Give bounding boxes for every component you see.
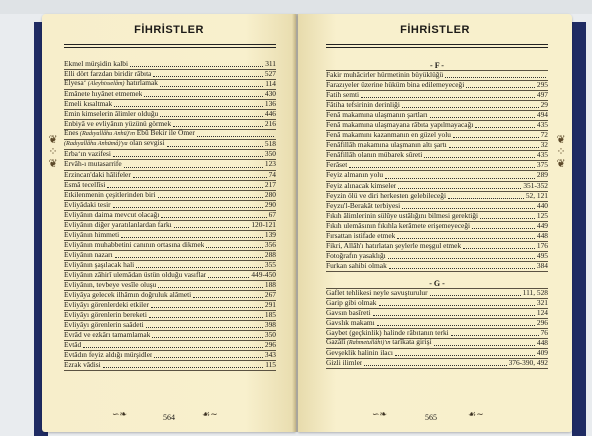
leader-dots xyxy=(114,106,263,107)
entry-title: Fakir muhâcirler hürmetinin büyüklüğü xyxy=(326,70,444,79)
entry-page-number: 176 xyxy=(536,240,548,250)
left-index-list xyxy=(64,60,276,371)
entry-page-number: 311 xyxy=(265,59,276,68)
left-page-number: 564 xyxy=(163,413,175,422)
entry-title: Fenâ makamına ulaşmayana râbıta yapılmayacağı xyxy=(326,120,474,130)
leader-dots xyxy=(424,157,535,158)
entry-title: Fenâ makamına ulaşmanın şartları xyxy=(326,110,428,120)
fleur-ornament-icon: ❦ ⁘ ❦ xyxy=(556,134,566,170)
leader-dots xyxy=(115,257,263,258)
leader-dots xyxy=(146,327,263,328)
entry-honorific: (Radıyallâhu Anhümâ)'ya xyxy=(64,140,128,148)
entry-title: Esmâ tecellîsi xyxy=(64,179,106,189)
entry-title: (Radıyallâhu Anhümâ)'ya olan sevgisi xyxy=(64,138,165,148)
section-g-entries xyxy=(326,289,548,369)
leader-dots xyxy=(208,277,249,278)
book-background-top xyxy=(0,0,592,14)
entry-title: Fatih semti xyxy=(326,90,360,100)
entry-title: Evliyânın diğer yaratılanlardan farkı xyxy=(64,219,172,229)
entry-title: Fenâfillâh makamına ulaşmanın altı şartı xyxy=(326,140,447,150)
right-page-header: FİHRİSTLER xyxy=(400,24,470,36)
leader-dots xyxy=(193,297,263,298)
entry-title: Elli dört farzdan biridir râbıta xyxy=(64,69,152,79)
entry-title: Fikri, Allâh'ı hatırlatan şeylerle meşgul etmek xyxy=(326,240,462,250)
leader-dots xyxy=(434,345,535,346)
entry-page-number: 356 xyxy=(264,239,276,249)
entry-title: Gavsın basîreti xyxy=(326,308,371,318)
swirl-ornament-icon: ∽❧ xyxy=(372,409,388,419)
leader-dots xyxy=(373,315,535,316)
index-entry xyxy=(326,359,548,369)
entry-page-number: 267 xyxy=(264,290,276,300)
entry-title: Evtâd xyxy=(64,340,82,350)
entry-page-number: 125 xyxy=(536,210,548,220)
entry-title: Elyesa‘ (Aleyhisselâm) hatırlamak xyxy=(64,78,158,88)
entry-page-number: 375 xyxy=(536,160,548,170)
entry-page-number: 289 xyxy=(536,170,548,180)
left-page-header: FİHRİSTLER xyxy=(134,24,204,36)
index-entry xyxy=(64,331,276,341)
entry-title: Feyiz almanın yolu xyxy=(326,170,384,180)
entry-title: Gazâlî (Rahmetullâhi)'ın tarîkata girişi xyxy=(326,337,432,347)
leader-dots xyxy=(430,117,535,118)
entry-page-number: 139 xyxy=(264,229,276,239)
entry-page-number: 440 xyxy=(536,200,548,210)
index-entry xyxy=(326,81,548,91)
leader-dots xyxy=(103,367,263,368)
entry-page-number: 497 xyxy=(536,90,548,100)
leader-dots xyxy=(389,268,535,269)
entry-page-number: 351-352 xyxy=(523,180,548,190)
header-rule xyxy=(326,44,548,45)
entry-page-number: 350 xyxy=(264,330,276,340)
book-cover-right-edge xyxy=(572,22,586,436)
entry-page-number: 115 xyxy=(265,360,276,370)
leader-dots xyxy=(151,307,263,308)
entry-page-number: 136 xyxy=(264,99,276,109)
leader-dots xyxy=(161,217,266,218)
entry-title: Evliyâyı görenlerin bereketi xyxy=(64,310,147,320)
entry-title: Evliyânın, tevbeye vesîle oluşu xyxy=(64,280,157,290)
swirl-ornament-icon: ∽❧ xyxy=(112,409,128,419)
swirl-ornament-icon: ☙∼ xyxy=(202,409,218,419)
entry-page-number: 446 xyxy=(264,109,276,119)
header-rule xyxy=(64,44,276,45)
leader-dots xyxy=(136,267,263,268)
entry-page-number: 185 xyxy=(264,310,276,320)
index-entry xyxy=(64,361,276,371)
leader-dots xyxy=(349,167,535,168)
entry-title: Evliyâyı görenlerin saâdeti xyxy=(64,320,144,330)
leader-dots xyxy=(154,357,262,358)
index-entry xyxy=(326,262,548,272)
leader-dots xyxy=(395,355,535,356)
leader-dots xyxy=(480,218,535,219)
leader-dots xyxy=(445,77,546,78)
entry-page-number: 296 xyxy=(536,318,548,328)
entry-page-number: 495 xyxy=(536,250,548,260)
leader-dots xyxy=(197,136,274,137)
entry-title: Garip gibi olmak xyxy=(326,297,377,307)
entry-page-number: 321 xyxy=(536,297,548,307)
entry-page-number: 435 xyxy=(536,150,548,160)
entry-page-number: 72 xyxy=(540,130,548,140)
header-rule xyxy=(64,47,276,48)
leader-dots xyxy=(361,97,535,98)
leader-dots xyxy=(402,208,535,209)
leader-dots xyxy=(124,167,263,168)
entry-page-number: 188 xyxy=(264,280,276,290)
entry-page-number: 448 xyxy=(536,230,548,240)
entry-title: Evliyânın daima mevcut olacağı xyxy=(64,209,160,219)
leader-dots xyxy=(174,227,250,228)
entry-page-number: 384 xyxy=(536,260,548,270)
leader-dots xyxy=(167,146,263,147)
leader-dots xyxy=(160,86,263,87)
entry-title: Feyiz alınacak kimseler xyxy=(326,180,397,190)
right-page-number: 565 xyxy=(425,413,437,422)
entry-title: Fenâ makamını kazanmanın en güzel yolu xyxy=(326,130,451,140)
entry-page-number: 52, 121 xyxy=(525,190,548,200)
entry-title: Evliyânın zâhirî ulemâdan üstün olduğu vasıflar xyxy=(64,269,207,279)
leader-dots xyxy=(152,337,263,338)
entry-page-number: 494 xyxy=(536,110,548,120)
swirl-ornament-icon: ☙∼ xyxy=(468,409,484,419)
entry-title: Evliyânın şaşılacak hali xyxy=(64,259,135,269)
entry-title: Fıkıh ulemâsının fıkıhla kerâmete erişemeyeceği xyxy=(326,220,471,230)
leader-dots xyxy=(377,325,535,326)
leader-dots xyxy=(83,347,263,348)
leader-dots xyxy=(453,137,539,138)
entry-page-number: 518 xyxy=(264,139,276,149)
entry-page-number: 295 xyxy=(536,80,548,90)
entry-page-number: 288 xyxy=(264,249,276,259)
leader-dots xyxy=(158,287,263,288)
entry-title: Evliyânın muhabbetini canının ortasına dikmek xyxy=(64,239,205,249)
leader-dots xyxy=(173,126,263,127)
fleur-ornament-icon: ❦ ⁘ ❦ xyxy=(48,134,58,170)
entry-title: Feyzin ölü ve diri herkesten gelebileceği xyxy=(326,190,447,200)
entry-page-number: 74 xyxy=(268,169,276,179)
entry-title: Emeli kısaltmak xyxy=(64,99,113,109)
entry-page-number: 430 xyxy=(264,89,276,99)
leader-dots xyxy=(385,178,535,179)
header-rule xyxy=(326,47,548,48)
leader-dots xyxy=(206,247,263,248)
entry-page-number: 111, 528 xyxy=(522,287,548,297)
entry-page-number: 67 xyxy=(268,209,276,219)
entry-page-number: 398 xyxy=(264,320,276,330)
entry-title: Etkilenmenin çeşitlerinden biri xyxy=(64,189,156,199)
leader-dots xyxy=(448,198,524,199)
entry-page-number: 409 xyxy=(536,348,548,358)
leader-dots xyxy=(449,147,539,148)
entry-page-number: 448 xyxy=(536,338,548,348)
entry-page-number: 114 xyxy=(265,79,276,89)
entry-title: Evliyânın nazarı xyxy=(64,249,113,259)
leader-dots xyxy=(397,238,535,239)
leader-dots xyxy=(160,116,263,117)
section-heading-g: - G - xyxy=(326,278,548,289)
entry-title: Gaflet tehlikesi neyle savuşturulur xyxy=(326,287,428,297)
entry-honorific: (Radıyallâhu Anhü)'ın xyxy=(78,130,135,138)
leader-dots xyxy=(451,335,539,336)
entry-page-number: 350 xyxy=(264,149,276,159)
leader-dots xyxy=(364,365,506,366)
entry-title: Fırsattan istifade etmek xyxy=(326,230,396,240)
entry-page-number: 291 xyxy=(264,300,276,310)
entry-honorific: (Rahmetullâhi)'ın xyxy=(345,339,391,347)
leader-dots xyxy=(463,248,535,249)
entry-title: Gaybet (geçkinlik) halinde râbıtanın terki xyxy=(326,328,449,338)
entry-page-number: 124 xyxy=(536,308,548,318)
entry-title: Feyzu'l-Berakât terbiyesi xyxy=(326,200,401,210)
section-heading-f: - F - xyxy=(326,60,548,71)
leader-dots xyxy=(430,295,521,296)
entry-page-number: 216 xyxy=(264,119,276,129)
entry-title: Evliyâdaki tesir xyxy=(64,199,111,209)
leader-dots xyxy=(113,156,263,157)
leader-dots xyxy=(144,96,263,97)
entry-title: Fâtiha tefsirinin derinliği xyxy=(326,100,400,110)
entry-page-number: 449 xyxy=(536,220,548,230)
entry-title: Evliyâya gelecek ilhâmın doğruluk alâmeti xyxy=(64,290,192,300)
entry-title: Evtâdın feyiz aldığı mürşidler xyxy=(64,350,153,360)
entry-title: Enbiyâ ve evliyânın yüzünü görmek xyxy=(64,119,172,129)
leader-dots xyxy=(130,66,263,67)
entry-page-number: 355 xyxy=(264,259,276,269)
entry-page-number: 123 xyxy=(264,159,276,169)
entry-page-number: 296 xyxy=(264,340,276,350)
entry-title: Enes (Radıyallâhu Anhü)'ın Ebû Bekir ile Ömer xyxy=(64,128,195,138)
entry-page-number: 376-390, 492 xyxy=(508,358,548,368)
entry-title: Ezrak vâdisi xyxy=(64,360,101,370)
leader-dots xyxy=(402,107,539,108)
entry-title: Gizli ilimler xyxy=(326,358,363,368)
section-f-entries xyxy=(326,71,548,272)
entry-title: Evliyânın himmeti xyxy=(64,229,120,239)
leader-dots xyxy=(149,317,263,318)
entry-title: Evliyâyı görenlerdeki etkiler xyxy=(64,300,149,310)
right-index-list xyxy=(326,60,548,369)
entry-title: Emin kimselerin âlimler olduğu xyxy=(64,109,159,119)
entry-page-number: 217 xyxy=(264,179,276,189)
right-page xyxy=(298,14,572,432)
entry-title: Erzincan'daki hâlifeler xyxy=(64,169,131,179)
entry-title: Gevşeklik halinin ilacı xyxy=(326,348,393,358)
entry-title: Fenâfillâh olanın mübarek sûreti xyxy=(326,150,423,160)
index-entry xyxy=(326,151,548,161)
leader-dots xyxy=(466,87,535,88)
entry-page-number: 32 xyxy=(540,140,548,150)
entry-page-number: 120-121 xyxy=(251,219,276,229)
leader-dots xyxy=(398,188,521,189)
entry-page-number: 280 xyxy=(264,189,276,199)
leader-dots xyxy=(107,187,263,188)
leader-dots xyxy=(113,207,263,208)
leader-dots xyxy=(472,228,535,229)
entry-page-number: 290 xyxy=(264,199,276,209)
entry-title: Fotoğrafın yasaklığı xyxy=(326,250,386,260)
entry-page-number: 449-450 xyxy=(251,269,276,279)
entry-title: Ekmel mürşidin kalbi xyxy=(64,59,129,68)
leader-dots xyxy=(158,197,263,198)
entry-title: Furkan sahibi olmak xyxy=(326,260,387,270)
leader-dots xyxy=(133,177,267,178)
entry-title: Erba‘ın vazifesi xyxy=(64,149,111,159)
entry-page-number: 29 xyxy=(540,100,548,110)
entry-title: Fıkıh âlimlerinin sülûye ustâlığını bilmesi gerektiği xyxy=(326,210,479,220)
leader-dots xyxy=(475,127,535,128)
leader-dots xyxy=(388,258,535,259)
entry-page-number: 343 xyxy=(264,350,276,360)
leader-dots xyxy=(121,237,263,238)
entry-page-number: 76 xyxy=(540,328,548,338)
entry-title: Ervâh-ı mutasarrife xyxy=(64,159,122,169)
entry-page-number: 435 xyxy=(536,120,548,130)
entry-title: Evrâd ve ezkârı tamamlamak xyxy=(64,330,151,340)
entry-title: Ferâset xyxy=(326,160,348,170)
entry-title: Farazıyeler üzerine hüküm bina edilemeyeceği xyxy=(326,80,465,90)
entry-title: Gavslık makamı xyxy=(326,318,375,328)
entry-honorific: (Aleyhisselâm) xyxy=(86,80,125,88)
entry-title: Emânete hıyânet etmemek xyxy=(64,89,143,99)
leader-dots xyxy=(153,76,262,77)
leader-dots xyxy=(379,305,535,306)
left-page xyxy=(42,14,296,432)
entry-page-number: 527 xyxy=(264,69,276,79)
